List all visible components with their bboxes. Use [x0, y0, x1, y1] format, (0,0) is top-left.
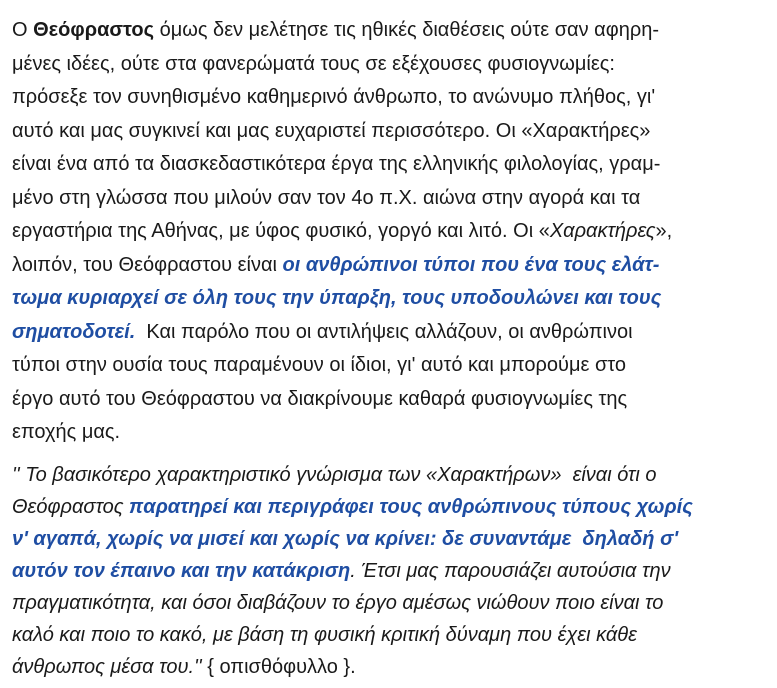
- text-line: [12, 115, 768, 149]
- paragraph-quote-back-cover: [12, 459, 768, 683]
- text-segment: όμως δεν μελέτησε τις ηθικές διαθέσεις ούτε σαν αφηρη-: [154, 19, 659, 41]
- text-line: [12, 148, 768, 182]
- text-segment: μένες ιδέες, ούτε στα φανερώματά τους σε εξέχουσες φυσιογνωμίες:: [12, 52, 615, 75]
- text-line: [12, 555, 768, 587]
- text-segment: έργο αυτό του Θεόφραστου να διακρίνουμε καθαρά φυσιογνωμίες της: [12, 387, 628, 410]
- text-line: [12, 249, 768, 283]
- italic-text: Θεόφραστος: [12, 495, 130, 518]
- text-line: [12, 282, 768, 316]
- text-segment: { οπισθόφυλλο }.: [207, 655, 356, 678]
- text-segment: είναι ένα από τα διασκεδαστικότερα έργα της ελληνικής φιλολογίας, γραμ-: [12, 153, 661, 175]
- highlighted-text: παρατηρεί και περιγράφει τους ανθρώπινους τύπους χωρίς: [129, 495, 693, 518]
- text-line: [12, 81, 768, 115]
- document-page: [12, 14, 768, 683]
- bold-name: Θεόφραστος: [33, 19, 155, 41]
- text-line: [12, 349, 768, 383]
- italic-text: . Έτσι μας παρουσιάζει αυτούσια την: [350, 559, 671, 582]
- text-segment: εποχής μας.: [12, 421, 121, 443]
- text-line: [12, 383, 768, 417]
- text-line: [12, 182, 768, 216]
- text-line: [12, 459, 768, 491]
- text-line: [12, 587, 768, 619]
- text-segment: μένο στη γλώσσα που μιλούν σαν τον 4ο π.Χ. αιώνα στην αγορά και τα: [12, 186, 641, 209]
- text-segment: »,: [655, 220, 673, 242]
- paragraph-theophrastus-intro: [12, 14, 768, 450]
- italic-text: άνθρωπος μέσα του.'': [12, 655, 208, 678]
- text-segment: αυτό και μας συγκινεί και μας ευχαριστεί περισσότερο. Οι «Χαρακτήρες»: [12, 119, 651, 142]
- text-segment: Και παρόλο που οι αντιλήψεις αλλάζουν, οι ανθρώπινοι: [135, 320, 633, 343]
- text-line: [12, 491, 768, 523]
- text-line: [12, 215, 768, 249]
- highlighted-text: αυτόν τον έπαινο και την κατάκριση: [12, 559, 351, 582]
- text-segment: τύποι στην ουσία τους παραμένουν οι ίδιοι, γι' αυτό και μπορούμε στο: [12, 354, 627, 376]
- text-segment: λοιπόν, του Θεόφραστου είναι: [12, 253, 283, 276]
- text-line: [12, 651, 768, 683]
- text-segment: Ο: [12, 19, 34, 41]
- text-line: [12, 619, 768, 651]
- text-line: [12, 416, 768, 450]
- text-line: [12, 316, 768, 350]
- italic-text: καλό και ποιο το κακό, με βάση τη φυσική κριτική δύναμη που έχει κάθε: [12, 623, 637, 646]
- text-segment: πρόσεξε τον συνηθισμένο καθημερινό άνθρωπο, το ανώνυμο πλήθος, γι': [12, 86, 656, 108]
- highlighted-text: τωμα κυριαρχεί σε όλη τους την ύπαρξη, τους υποδουλώνει και τους: [12, 287, 662, 309]
- highlighted-text: οι ανθρώπινοι τύποι που ένα τους ελάτ-: [282, 253, 660, 276]
- text-segment: εργαστήρια της Αθήνας, με ύφος φυσικό, γοργό και λιτό. Οι «: [12, 220, 550, 242]
- text-line: [12, 523, 768, 555]
- italic-text: '' Το βασικότερο χαρακτηριστικό γνώρισμα των «Χαρακτήρων» είναι ότι ο: [12, 463, 657, 486]
- text-line: [12, 14, 768, 48]
- italic-text: Χαρακτήρες: [549, 220, 656, 242]
- highlighted-text: σηματοδοτεί.: [12, 320, 136, 343]
- text-line: [12, 48, 768, 82]
- italic-text: πραγματικότητα, και όσοι διαβάζουν το έργο αμέσως νιώθουν ποιο είναι το: [12, 591, 664, 614]
- highlighted-text: ν' αγαπά, χωρίς να μισεί και χωρίς να κρίνει: δε συναντάμε δηλαδή σ': [12, 527, 679, 550]
